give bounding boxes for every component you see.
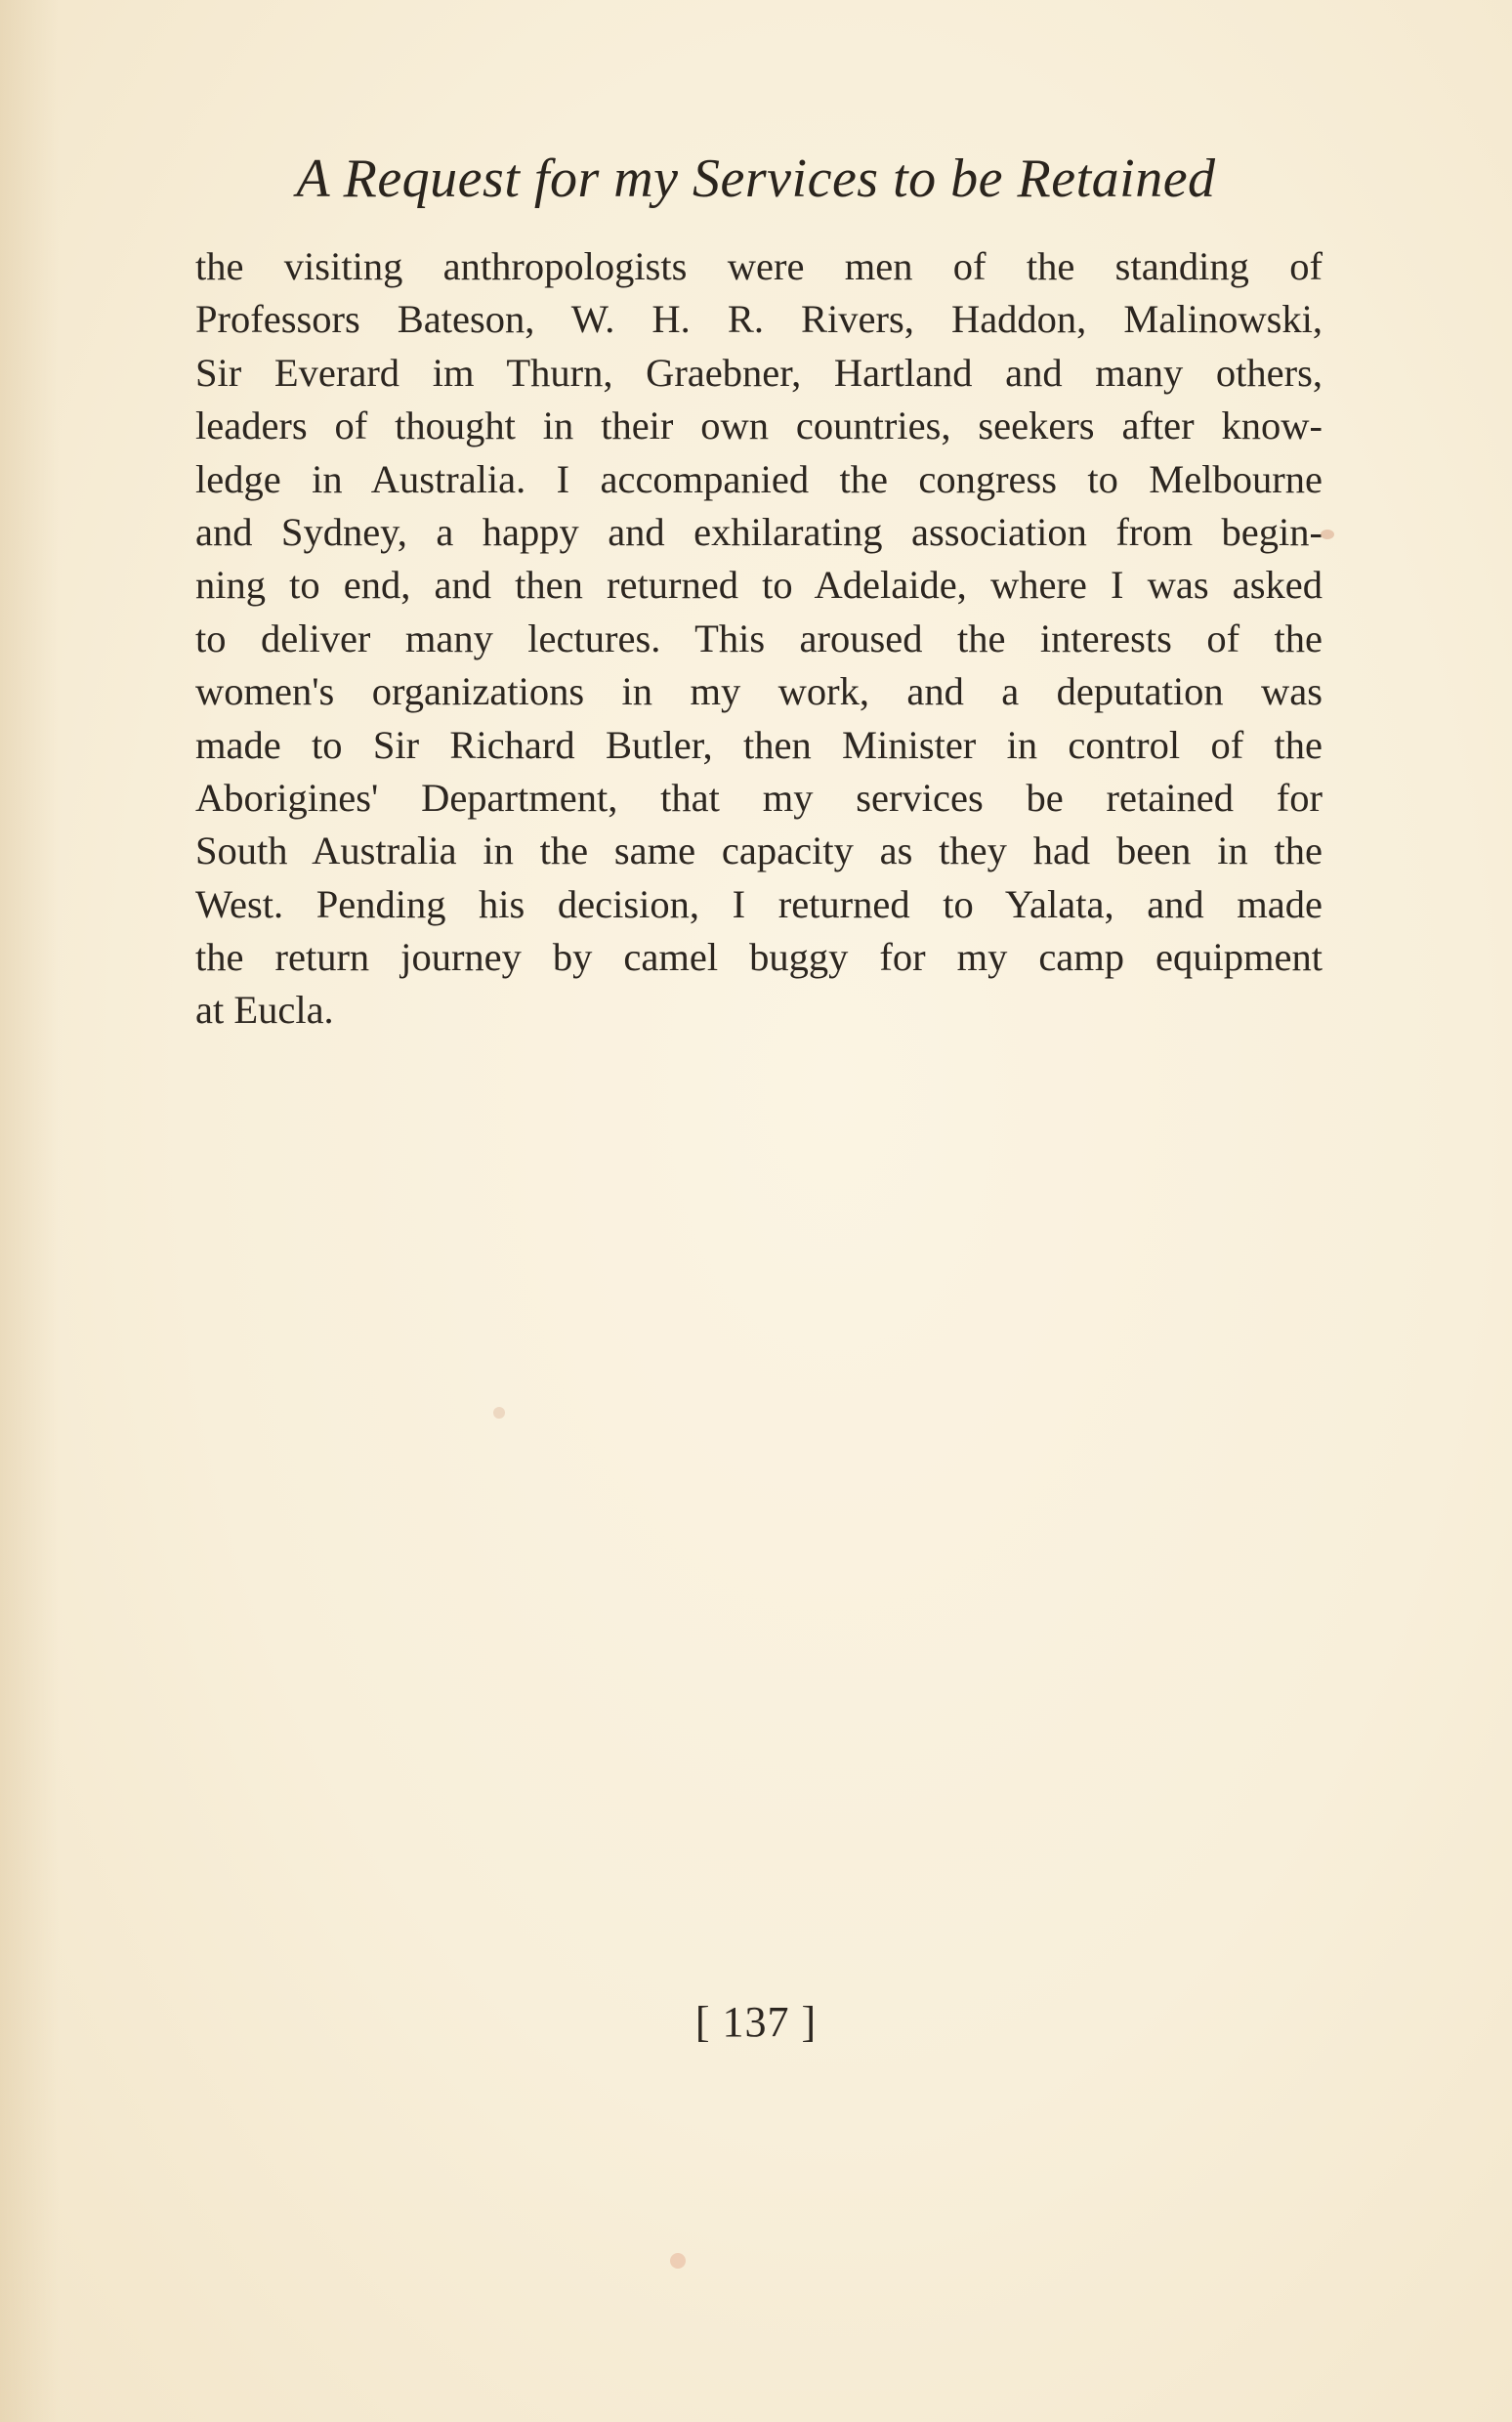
body-line: at Eucla. <box>195 988 334 1033</box>
ink-spot <box>1321 530 1334 539</box>
body-line: and Sydney, a happy and exhilarating association from begin- <box>195 509 1323 554</box>
body-line: the return journey by camel buggy for my camp equipment <box>195 935 1323 980</box>
paper-spot <box>670 2253 686 2269</box>
running-head: A Request for my Services to be Retained <box>296 149 1216 209</box>
body-line: ledge in Australia. I accompanied the congress to Melbourne <box>195 456 1323 501</box>
body-line: to deliver many lectures. This aroused the interests of the <box>195 616 1323 660</box>
body-line: Aborigines' Department, that my services be retained for <box>195 775 1323 820</box>
body-text <box>195 240 1323 1038</box>
body-line: the visiting anthropologists were men of the standing of <box>195 244 1323 288</box>
body-line: West. Pending his decision, I returned to Yalata, and made <box>195 881 1323 926</box>
body-line: Professors Bateson, W. H. R. Rivers, Haddon, Malinowski, <box>195 297 1323 342</box>
paper-spot <box>493 1407 505 1419</box>
page-number: [ 137 ] <box>694 1998 818 2046</box>
body-line: ning to end, and then returned to Adelaide, where I was asked <box>195 563 1323 608</box>
body-line: South Australia in the same capacity as they had been in the <box>195 829 1323 873</box>
body-line: made to Sir Richard Butler, then Minister in control of the <box>195 722 1323 767</box>
body-line: women's organizations in my work, and a deputation was <box>195 669 1323 714</box>
body-line: leaders of thought in their own countries, seekers after know- <box>195 404 1323 448</box>
body-line: Sir Everard im Thurn, Graebner, Hartland and many others, <box>195 350 1323 395</box>
